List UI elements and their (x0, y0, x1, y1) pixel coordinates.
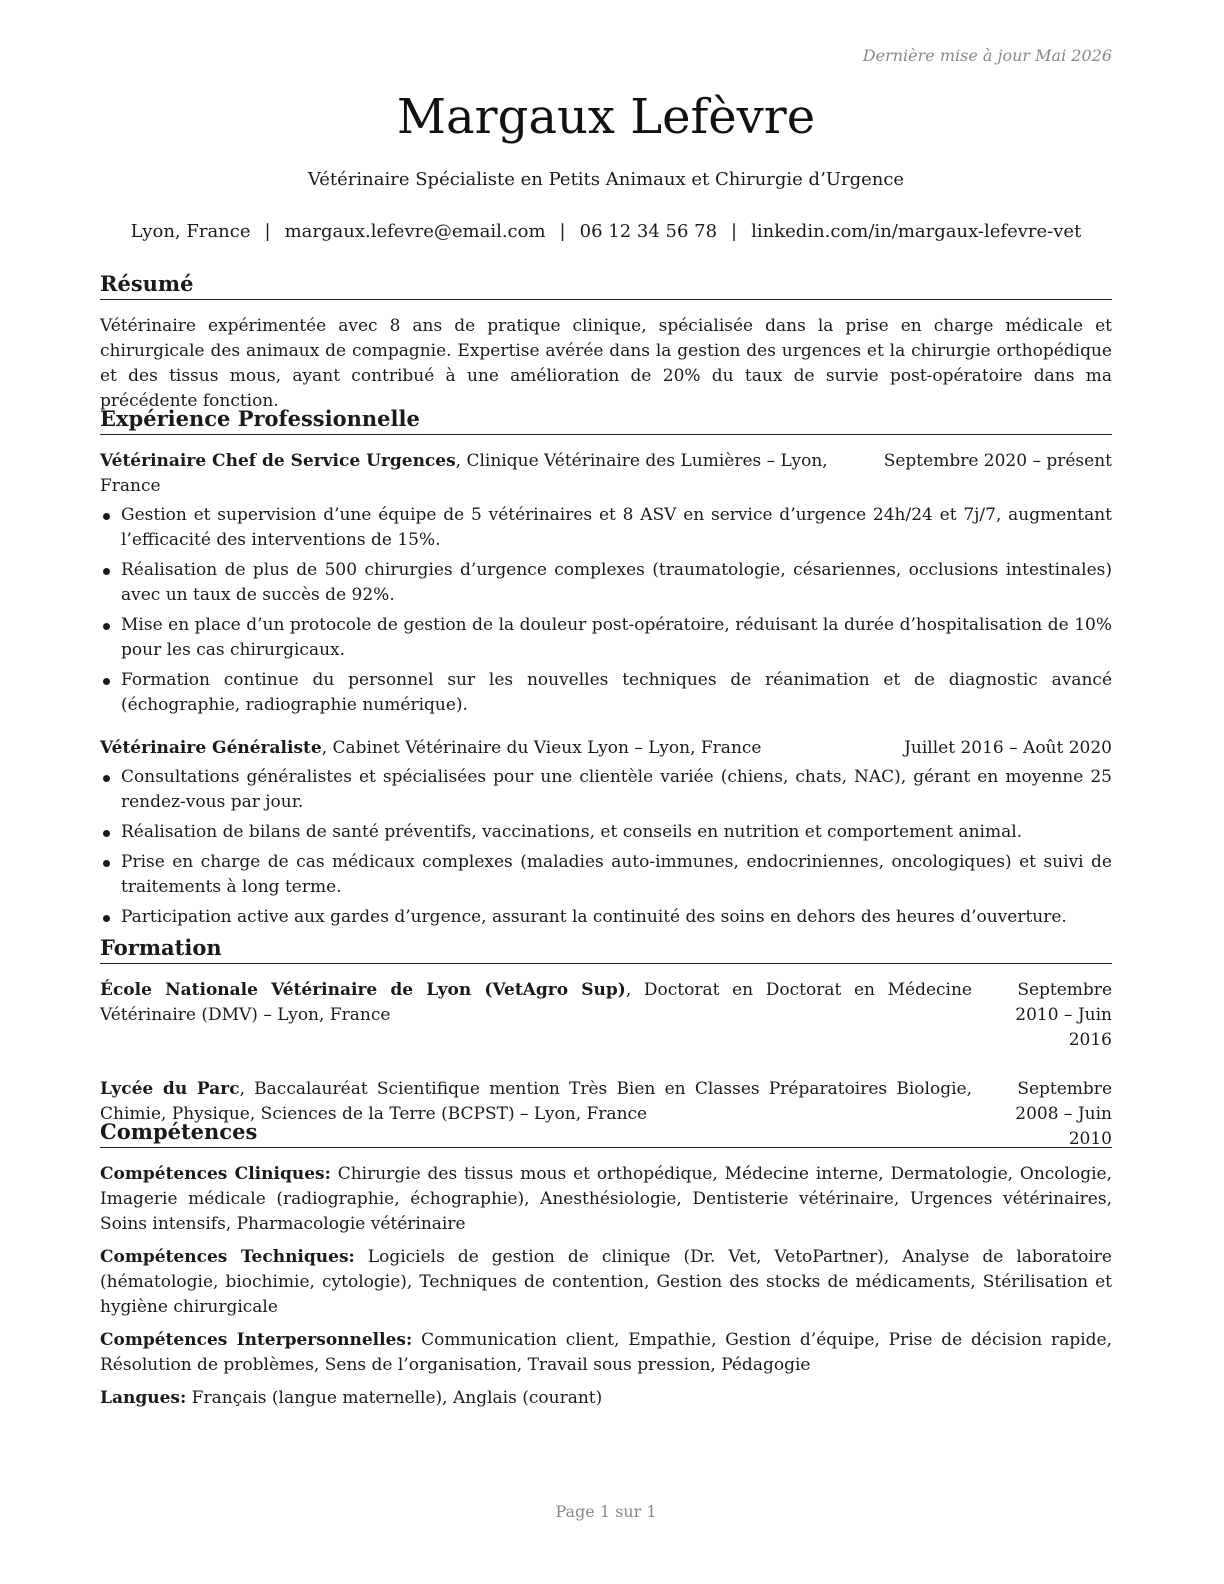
bullet-icon (103, 775, 110, 782)
school-name: École Nationale Vétérinaire de Lyon (VetAgro Sup) (100, 980, 626, 1000)
bullet-icon (103, 915, 110, 922)
bullet-item (100, 668, 1112, 718)
job-role-place (100, 449, 884, 499)
bullet-text: Gestion et supervision d’une équipe de 5 vétérinaires et 8 ASV en service d’urgence 24h/24 et 7j/7, augmentant l’efficacité des interventions de 15%. (121, 505, 1112, 550)
skills-section (100, 1118, 1112, 1419)
bullet-icon (103, 830, 110, 837)
education-dates: Septembre 2010 – Juin 2016 (1015, 980, 1112, 1050)
bullet-item (100, 850, 1112, 900)
degree-text: , Baccalauréat Scientifique mention Très Bien en Classes Préparatoires Biologie, Chimie, Physique, Sciences de la Terre (BCPST) – Lyon, France (100, 1079, 972, 1124)
job-dates: Septembre 2020 – présent (883, 451, 1112, 471)
job-role: Vétérinaire Généraliste (100, 738, 322, 758)
bullet-item (100, 558, 1112, 608)
section-title: Expérience Professionnelle (100, 405, 1112, 435)
bullet-icon (103, 623, 110, 630)
last-updated: Dernière mise à jour Mai 2026 (862, 46, 1112, 65)
job-place: , Clinique Vétérinaire des Lumières – Lyon, France (100, 451, 828, 496)
skill-label: Langues: (100, 1388, 187, 1408)
bullet-text: Mise en place d’un protocole de gestion de la douleur post-opératoire, réduisant la durée d’hospitalisation de 10% pour les cas chirurgicaux. (121, 615, 1112, 660)
section-title: Résumé (100, 270, 1112, 300)
contact-separator: | (731, 221, 738, 242)
job-bullets (100, 503, 1112, 718)
contact-linkedin[interactable]: linkedin.com/in/margaux-lefevre-vet (751, 221, 1082, 242)
page-number: Page 1 sur 1 (555, 1502, 657, 1521)
resume-page (100, 0, 1112, 1584)
summary-section (100, 270, 1112, 414)
bullet-icon (103, 860, 110, 867)
contact-separator: | (264, 221, 271, 242)
bullet-text: Réalisation de bilans de santé préventifs, vaccinations, et conseils en nutrition et comportement animal. (121, 822, 1023, 842)
bullet-item (100, 765, 1112, 815)
contact-location: Lyon, France (130, 221, 251, 242)
skill-text: Chirurgie des tissus mous et orthopédique, Médecine interne, Dermatologie, Oncologie, Imagerie médicale (radiographie, échographie), Anesthésiologie, Dentisterie vétérinaire, Urgences vétérinaires, Soins intensifs, Pharmacologie vétérinaire (100, 1164, 1113, 1234)
job-header (100, 449, 1112, 499)
candidate-name: Margaux Lefèvre (396, 89, 816, 145)
skill-text: Communication client, Empathie, Gestion d’équipe, Prise de décision rapide, Résolution de problèmes, Sens de l’organisation, Travail sous pression, Pédagogie (100, 1330, 1112, 1375)
skill-label: Compétences Cliniques: (100, 1164, 331, 1184)
bullet-item (100, 905, 1112, 930)
summary-text: Vétérinaire expérimentée avec 8 ans de pratique clinique, spécialisée dans la prise en charge médicale et chirurgicale des animaux de compagnie. Expertise avérée dans la gestion des urgences et la chirurgie orthopédique et des tissus mous, ayant contribué à une amélioration de 20% du taux de survie post-opératoire dans ma précédente fonction. (100, 316, 1112, 411)
skill-group (100, 1245, 1112, 1320)
contact-separator: | (559, 221, 566, 242)
degree-text: , Doctorat en Doctorat en Médecine Vétérinaire (DMV) – Lyon, France (100, 980, 972, 1025)
bullet-icon (103, 678, 110, 685)
education-dates: Septembre 2008 – Juin 2010 (1015, 1079, 1112, 1149)
candidate-title: Vétérinaire Spécialiste en Petits Animaux et Chirurgie d’Urgence (307, 169, 905, 190)
bullet-icon (103, 568, 110, 575)
skill-text: Logiciels de gestion de clinique (Dr. Vet, VetoPartner), Analyse de laboratoire (hématologie, biochimie, cytologie), Techniques de contention, Gestion des stocks de médicaments, Stérilisation et hygiène chirurgicale (100, 1247, 1112, 1317)
bullet-icon (103, 513, 110, 520)
school-name: Lycée du Parc (100, 1079, 240, 1099)
skill-label: Compétences Techniques: (100, 1247, 355, 1267)
job-entry (100, 736, 1112, 930)
job-place: , Cabinet Vétérinaire du Vieux Lyon – Lyon, France (321, 738, 762, 758)
job-dates: Juillet 2016 – Août 2020 (904, 738, 1112, 758)
education-entry (100, 978, 1112, 1053)
job-role-place (100, 736, 761, 761)
section-title: Formation (100, 934, 1112, 964)
bullet-item (100, 613, 1112, 663)
job-entry (100, 449, 1112, 718)
skill-group (100, 1162, 1112, 1237)
bullet-item (100, 820, 1112, 845)
education-detail (100, 978, 972, 1053)
bullet-text: Consultations généralistes et spécialisées pour une clientèle variée (chiens, chats, NAC), gérant en moyenne 25 rendez-vous par jour. (121, 767, 1112, 812)
job-header (100, 736, 1112, 761)
skill-group (100, 1386, 1112, 1411)
skill-label: Compétences Interpersonnelles: (100, 1330, 413, 1350)
bullet-text: Prise en charge de cas médicaux complexes (maladies auto-immunes, endocriniennes, oncologiques) et suivi de traitements à long terme. (121, 852, 1112, 897)
skill-group (100, 1328, 1112, 1378)
bullet-text: Réalisation de plus de 500 chirurgies d’urgence complexes (traumatologie, césariennes, occlusions intestinales) avec un taux de succès de 92%. (121, 560, 1112, 605)
bullet-text: Participation active aux gardes d’urgence, assurant la continuité des soins en dehors des heures d’ouverture. (121, 907, 1067, 927)
bullet-text: Formation continue du personnel sur les nouvelles techniques de réanimation et de diagnostic avancé (échographie, radiographie numérique). (121, 670, 1112, 715)
contact-email[interactable]: margaux.lefevre@email.com (284, 221, 546, 242)
job-role: Vétérinaire Chef de Service Urgences (100, 451, 456, 471)
contact-line (100, 220, 1112, 244)
experience-section (100, 405, 1112, 935)
bullet-item (100, 503, 1112, 553)
contact-phone: 06 12 34 56 78 (579, 221, 718, 242)
section-title: Compétences (100, 1118, 1112, 1148)
skill-text: Français (langue maternelle), Anglais (courant) (186, 1388, 603, 1408)
job-bullets (100, 765, 1112, 930)
